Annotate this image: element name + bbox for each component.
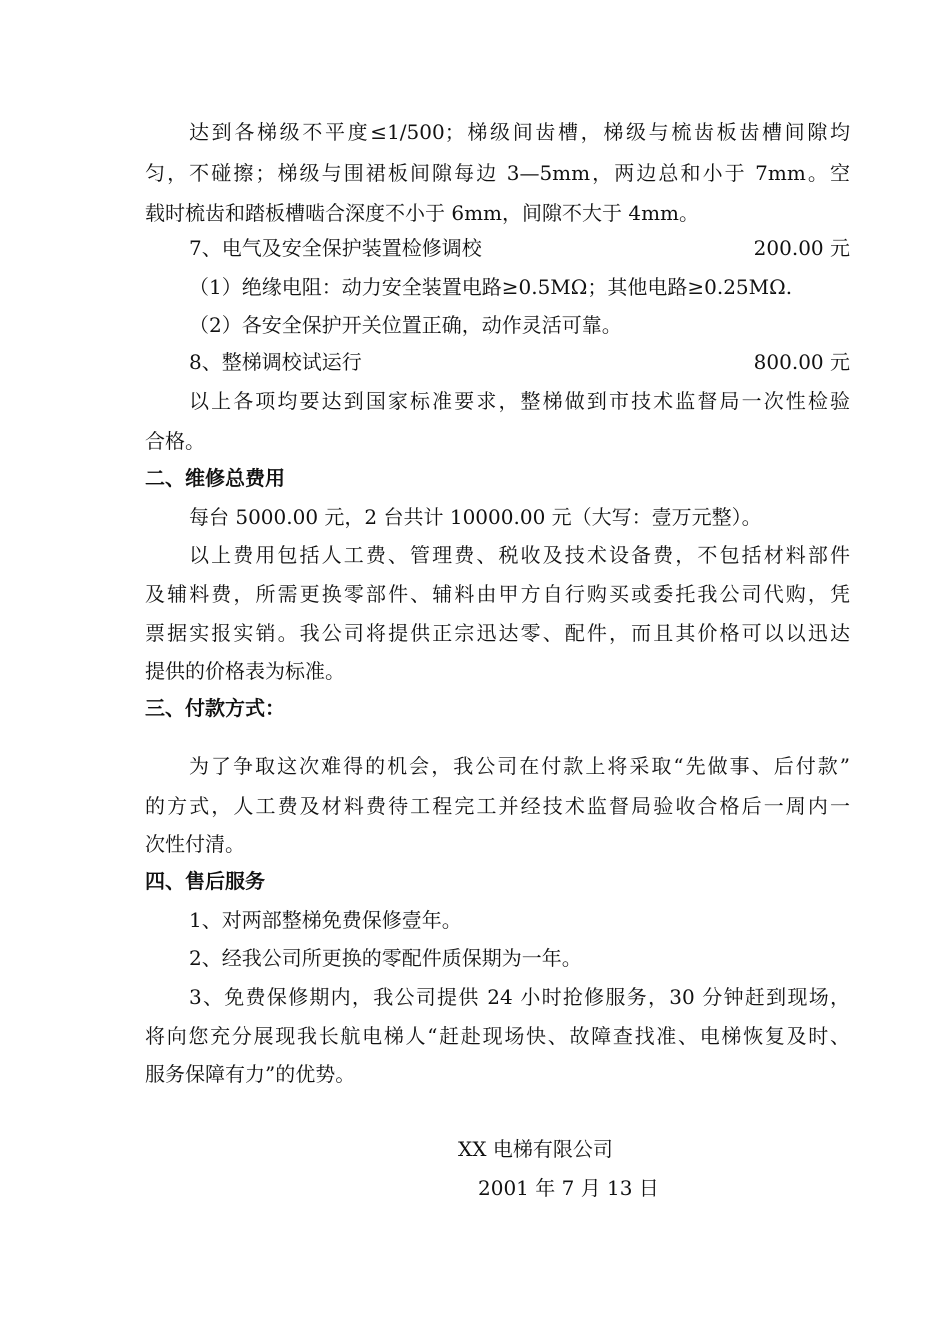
item-7-row [189, 234, 850, 262]
service-item-2: 2、经我公司所更换的零配件质保期为一年。 [189, 946, 582, 970]
service-item-3-line: 服务保障有力”的优势。 [145, 1062, 356, 1086]
paragraph-line: 为了争取这次难得的机会，我公司在付款上将采取“先做事、后付款” [189, 754, 850, 778]
paragraph-line: 匀，不碰擦；梯级与围裙板间隙每边 3—5mm，两边总和小于 7mm。空 [145, 161, 850, 185]
item-7-price: 200.00 元 [753, 236, 850, 260]
summary-line: 以上各项均要达到国家标准要求，整梯做到市技术监督局一次性检验 [189, 389, 850, 413]
item-7-label: 7、电气及安全保护装置检修调校 [189, 236, 482, 260]
paragraph-line: 提供的价格表为标准。 [145, 659, 345, 683]
paragraph-line: 载时梳齿和踏板槽啮合深度不小于 6mm，间隙不大于 4mm。 [145, 201, 700, 225]
paragraph-line: 以上费用包括人工费、管理费、税收及技术设备费，不包括材料部件 [189, 543, 850, 567]
service-item-1: 1、对两部整梯免费保修壹年。 [189, 908, 462, 932]
section-3-heading: 三、付款方式： [145, 696, 285, 720]
summary-line: 合格。 [145, 429, 205, 453]
section-2-heading: 二、维修总费用 [145, 466, 285, 490]
paragraph-line: 的方式，人工费及材料费待工程完工并经技术监督局验收合格后一周内一 [145, 794, 850, 818]
company-name: XX 电梯有限公司 [458, 1137, 613, 1161]
paragraph-line: 次性付清。 [145, 832, 245, 856]
service-item-3-line: 3、免费保修期内，我公司提供 24 小时抢修服务，30 分钟赶到现场， [189, 985, 850, 1009]
item-8-row [189, 348, 850, 376]
cost-line: 每台 5000.00 元，2 台共计 10000.00 元（大写：壹万元整）。 [189, 505, 762, 529]
item-8-label: 8、整梯调校试运行 [189, 350, 362, 374]
signature-date: 2001 年 7 月 13 日 [478, 1176, 659, 1200]
section-4-heading: 四、售后服务 [145, 869, 265, 893]
item-7-sub-1: （1）绝缘电阻：动力安全装置电路≥0.5MΩ；其他电路≥0.25MΩ. [189, 275, 793, 299]
paragraph-line: 达到各梯级不平度≤1/500；梯级间齿槽，梯级与梳齿板齿槽间隙均 [189, 120, 850, 144]
paragraph-line: 票据实报实销。我公司将提供正宗迅达零、配件，而且其价格可以以迅达 [145, 621, 850, 645]
item-8-price: 800.00 元 [753, 350, 850, 374]
item-7-sub-2: （2）各安全保护开关位置正确，动作灵活可靠。 [189, 313, 622, 337]
paragraph-line: 及辅料费，所需更换零部件、辅料由甲方自行购买或委托我公司代购，凭 [145, 582, 850, 606]
service-item-3-line: 将向您充分展现我长航电梯人“赶赴现场快、故障查找准、电梯恢复及时、 [145, 1024, 850, 1048]
